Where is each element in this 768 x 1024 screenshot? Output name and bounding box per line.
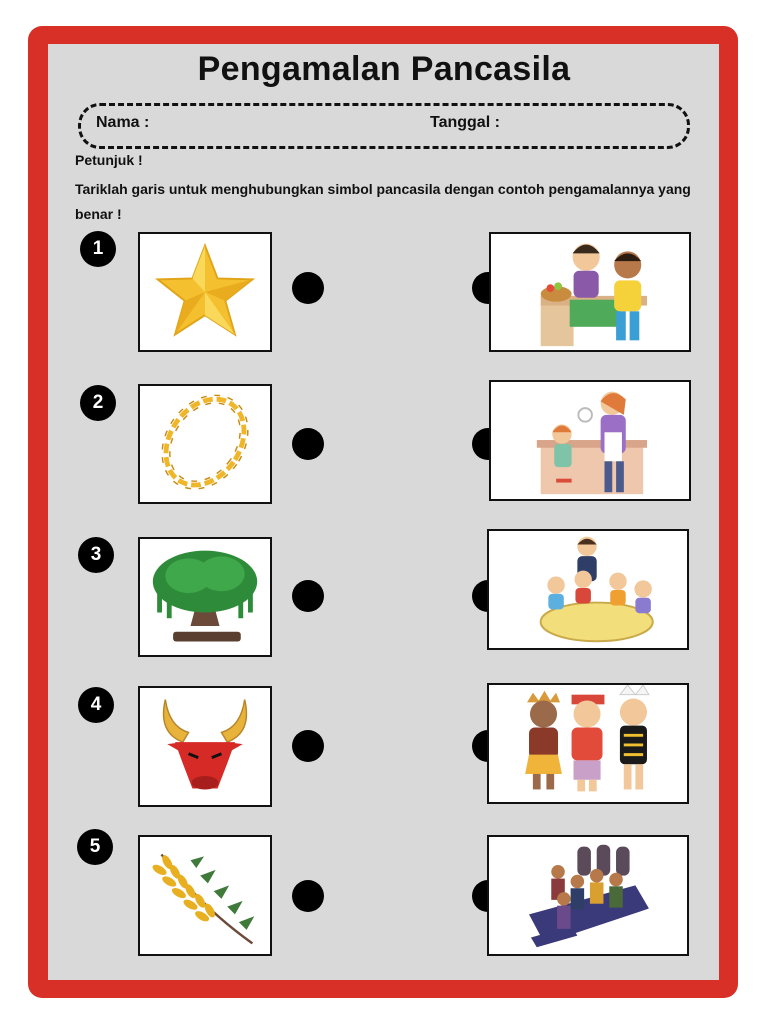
row-number-2: 2 <box>80 385 116 421</box>
symbol-card-4 <box>138 686 272 807</box>
practice-card-4 <box>487 683 689 804</box>
instruction-text: Tariklah garis untuk menghubungkan simbol pancasila dengan contoh pengamalannya yang benar ! <box>75 181 691 222</box>
symbol-card-2 <box>138 384 272 504</box>
practice-card-1 <box>489 232 691 352</box>
row-number-3: 3 <box>78 537 114 573</box>
date-label: Tanggal : <box>430 114 500 131</box>
teacher-and-children-discussion-image <box>489 531 687 648</box>
children-sharing-food-image <box>491 234 689 350</box>
family-praying-together-image <box>489 837 687 954</box>
mother-and-child-washing-dishes-image <box>491 382 689 499</box>
children-in-traditional-clothes-image <box>489 685 687 802</box>
banyan-tree-icon <box>140 539 270 655</box>
row-number-5: 5 <box>77 829 113 865</box>
symbol-dot-2[interactable] <box>292 428 324 460</box>
symbol-card-5 <box>138 835 272 956</box>
symbol-card-3 <box>138 537 272 657</box>
symbol-dot-4[interactable] <box>292 730 324 762</box>
name-date-box[interactable] <box>78 103 690 149</box>
rice-and-cotton-icon <box>140 837 270 954</box>
chain-icon <box>140 386 270 502</box>
practice-card-5 <box>487 835 689 956</box>
symbol-dot-1[interactable] <box>292 272 324 304</box>
symbol-dot-3[interactable] <box>292 580 324 612</box>
row-number-1: 1 <box>80 231 116 267</box>
symbol-dot-5[interactable] <box>292 880 324 912</box>
row-number-4: 4 <box>78 687 114 723</box>
name-label: Nama : <box>96 114 150 131</box>
star-icon <box>140 234 270 350</box>
bull-head-icon <box>140 688 270 805</box>
page-title: Pengamalan Pancasila <box>197 50 571 88</box>
symbol-card-1 <box>138 232 272 352</box>
practice-card-2 <box>489 380 691 501</box>
practice-card-3 <box>487 529 689 650</box>
instruction-title: Petunjuk ! <box>75 152 143 168</box>
